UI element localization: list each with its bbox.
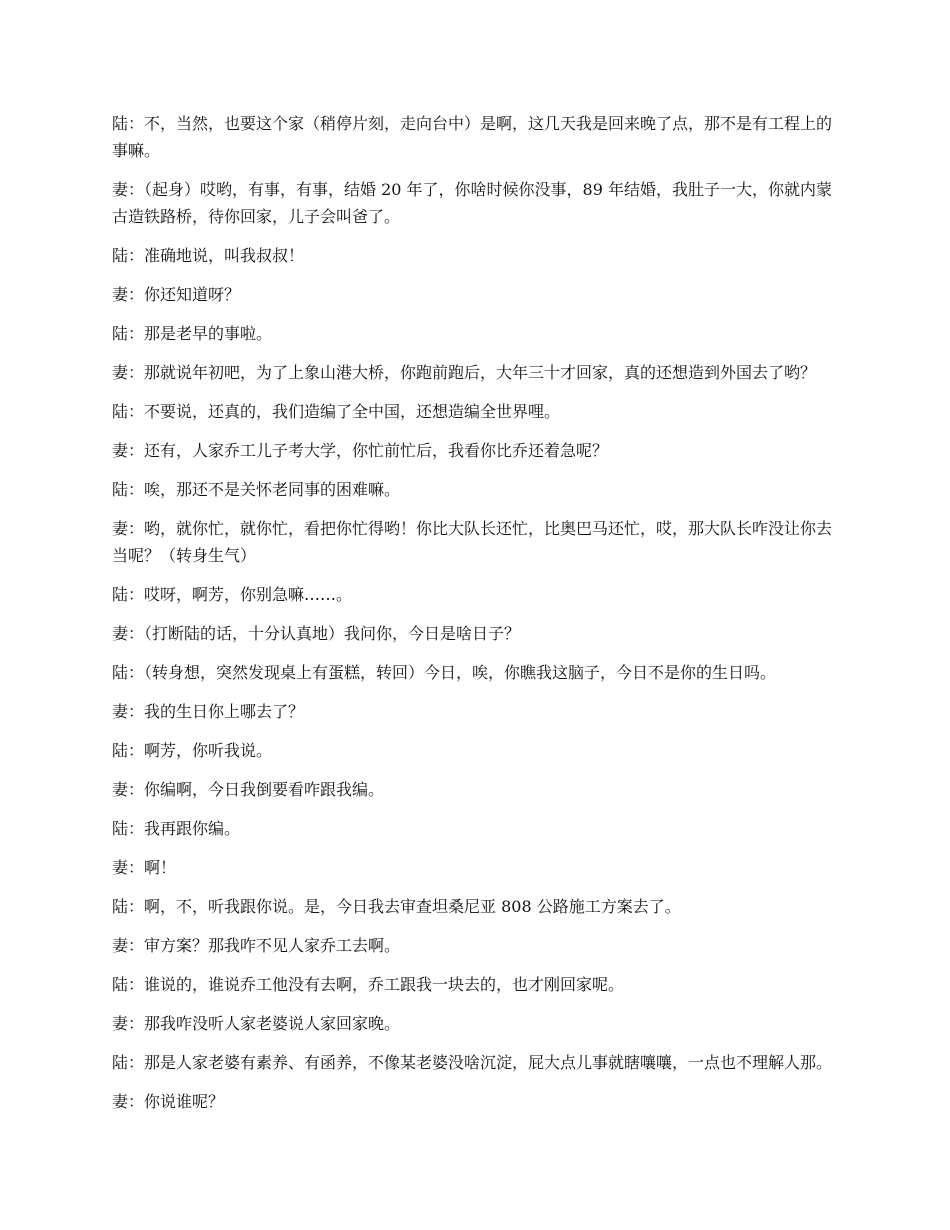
line-text: 你编啊，今日我倒要看咋跟我编。	[144, 780, 385, 799]
speaker-label: 妻：	[112, 285, 145, 304]
dialogue-line	[112, 515, 838, 569]
line-text: 那是人家老婆有素养、有函养，不像某老婆没啥沉淀，屁大点儿事就瞎嚷嚷，一点也不理解人那。	[144, 1053, 833, 1072]
speaker-label: 陆：	[112, 663, 145, 682]
dialogue-line	[112, 776, 838, 803]
line-text: 准确地说，叫我叔叔！	[144, 246, 305, 265]
line-text: （转身想，突然发现桌上有蛋糕，转回）今日，唉，你瞧我这脑子，今日不是你的生日吗。	[144, 663, 777, 682]
line-text: 我再跟你编。	[144, 819, 241, 838]
speaker-label: 妻：	[112, 180, 145, 199]
speaker-label: 陆：	[112, 819, 145, 838]
speaker-label: 陆：	[112, 246, 145, 265]
speaker-label: 妻：	[112, 702, 145, 721]
speaker-label: 陆：	[112, 1053, 145, 1072]
line-text: 你还知道呀？	[144, 285, 241, 304]
speaker-label: 陆：	[112, 402, 145, 421]
line-text: 啊芳，你听我说。	[144, 741, 273, 760]
speaker-label: 妻：	[112, 858, 145, 877]
speaker-label: 陆：	[112, 114, 145, 133]
dialogue-line	[112, 110, 838, 164]
dialogue-line	[112, 1088, 838, 1115]
line-text: 不要说，还真的，我们造编了全中国，还想造编全世界哩。	[144, 402, 561, 421]
speaker-label: 妻：	[112, 1014, 145, 1033]
dialogue-line	[112, 815, 838, 842]
speaker-label: 妻：	[112, 624, 145, 643]
line-text: 我的生日你上哪去了？	[144, 702, 305, 721]
dialogue-line	[112, 737, 838, 764]
speaker-label: 陆：	[112, 975, 145, 994]
line-text: 那是老早的事啦。	[144, 324, 273, 343]
dialogue-line	[112, 659, 838, 686]
dialogue-line	[112, 476, 838, 503]
dialogue-line	[112, 176, 838, 230]
line-text: （打断陆的话，十分认真地）我问你，今日是啥日子？	[144, 624, 521, 643]
dialogue-line	[112, 437, 838, 464]
line-text: 谁说的，谁说乔工他没有去啊，乔工跟我一块去的，也才刚回家呢。	[144, 975, 625, 994]
line-text: 那我咋没听人家老婆说人家回家晚。	[144, 1014, 401, 1033]
dialogue-line	[112, 932, 838, 959]
line-text: 审方案？那我咋不见人家乔工去啊。	[144, 936, 401, 955]
speaker-label: 陆：	[112, 741, 145, 760]
line-text: 哎呀，啊芳，你别急嘛……。	[144, 585, 353, 604]
line-text: 唉，那还不是关怀老同事的困难嘛。	[144, 480, 401, 499]
dialogue-line	[112, 242, 838, 269]
speaker-label: 妻：	[112, 1092, 145, 1111]
speaker-label: 陆：	[112, 585, 145, 604]
speaker-label: 陆：	[112, 897, 145, 916]
dialogue-line	[112, 398, 838, 425]
line-text: 不，当然，也要这个家（稍停片刻，走向台中）是啊，这几天我是回来晚了点，那不是有工程上的事嘛。	[112, 114, 833, 160]
line-text: 啊，不，听我跟你说。是，今日我去审查坦桑尼亚 808 公路施工方案去了。	[144, 897, 681, 916]
line-text: （起身）哎哟，有事，有事，结婚 20 年了，你啥时候你没事，89 年结婚，我肚子一大，你就内蒙古造铁路桥，待你回家，儿子会叫爸了。	[112, 180, 832, 226]
dialogue-body	[112, 110, 838, 1115]
dialogue-line	[112, 854, 838, 881]
dialogue-line	[112, 1010, 838, 1037]
dialogue-line	[112, 620, 838, 647]
line-text: 你说谁呢？	[144, 1092, 225, 1111]
line-text: 啊！	[144, 858, 177, 877]
dialogue-line	[112, 320, 838, 347]
dialogue-line	[112, 281, 838, 308]
speaker-label: 妻：	[112, 441, 145, 460]
speaker-label: 妻：	[112, 363, 145, 382]
dialogue-line	[112, 581, 838, 608]
dialogue-line	[112, 893, 838, 920]
speaker-label: 陆：	[112, 324, 145, 343]
speaker-label: 妻：	[112, 780, 145, 799]
speaker-label: 妻：	[112, 936, 145, 955]
line-text: 哟，就你忙，就你忙，看把你忙得哟！你比大队长还忙，比奥巴马还忙，哎，那大队长咋没让你去当呢？（转身生气）	[112, 519, 833, 565]
dialogue-line	[112, 971, 838, 998]
dialogue-line	[112, 359, 838, 386]
speaker-label: 陆：	[112, 480, 145, 499]
speaker-label: 妻：	[112, 519, 145, 538]
line-text: 那就说年初吧，为了上象山港大桥，你跑前跑后，大年三十才回家，真的还想造到外国去了哟？	[144, 363, 817, 382]
dialogue-line	[112, 698, 838, 725]
line-text: 还有，人家乔工儿子考大学，你忙前忙后，我看你比乔还着急呢？	[144, 441, 609, 460]
dialogue-line	[112, 1049, 838, 1076]
